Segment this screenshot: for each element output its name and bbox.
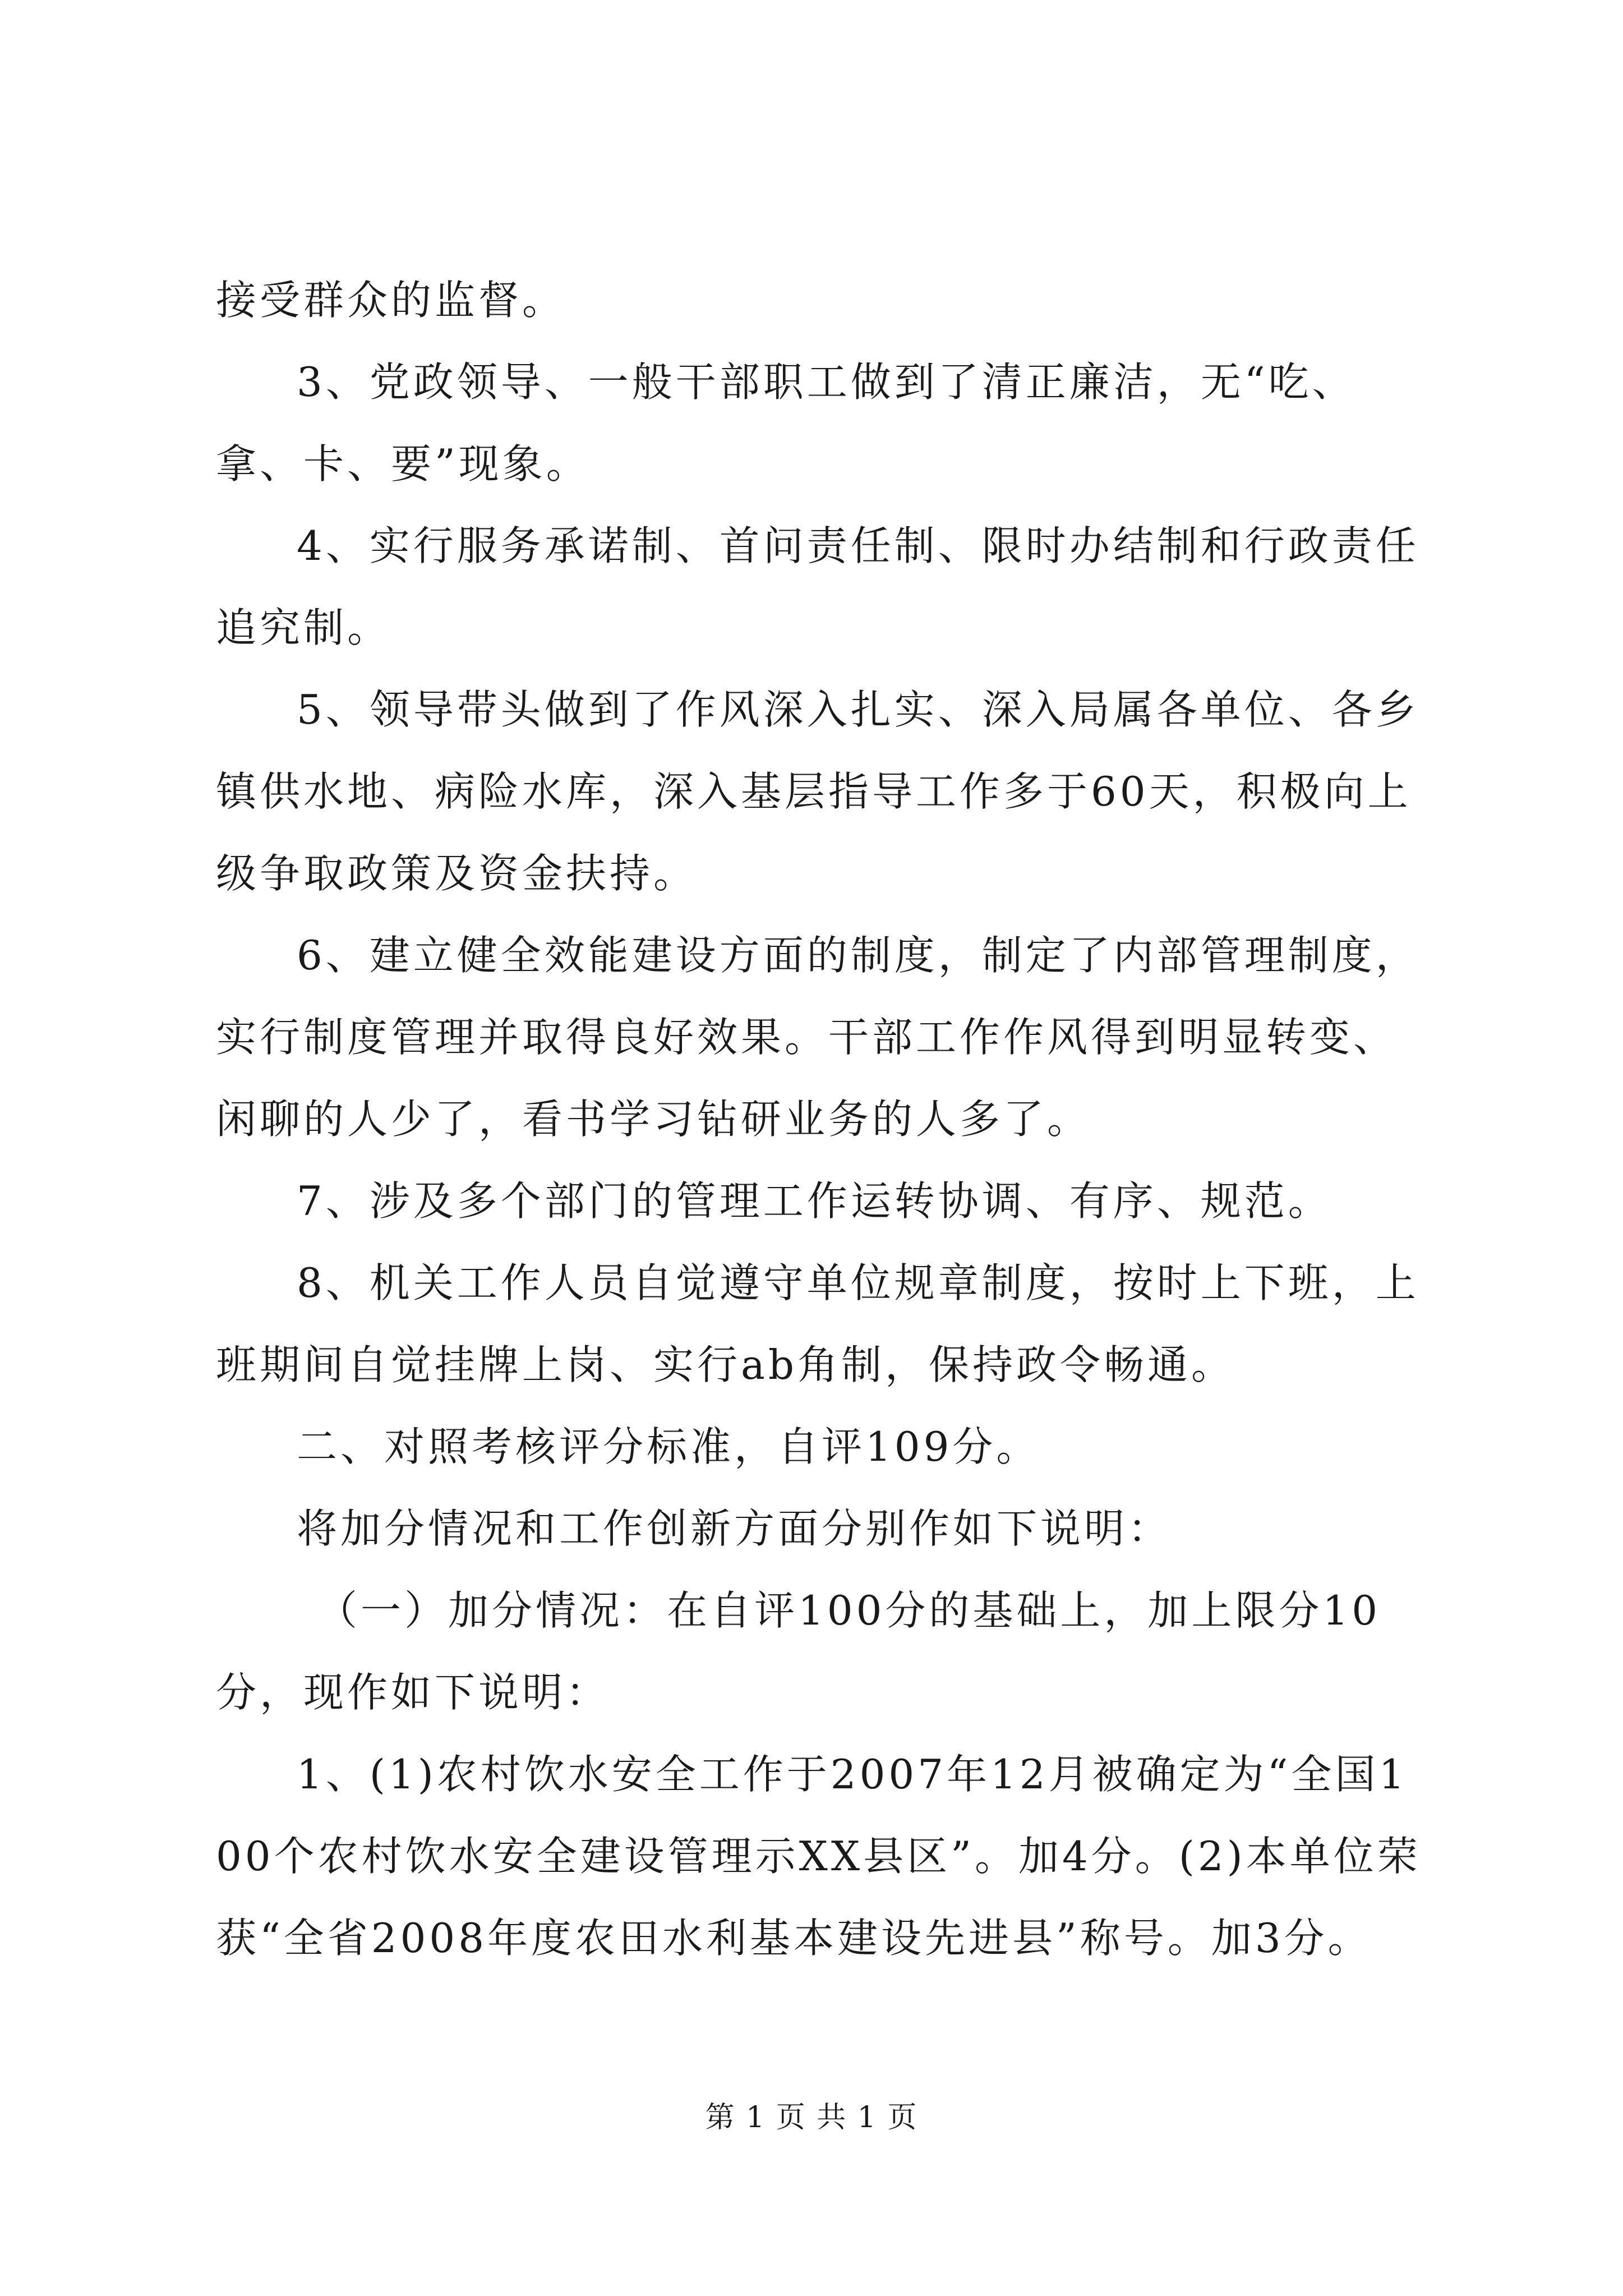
paragraph-explanation-intro: 将加分情况和工作创新方面分别作如下说明： <box>297 1505 1172 1552</box>
paragraph-continuation: 接受群众的监督。 <box>216 277 566 324</box>
subsection-bonus-points: （一）加分情况：在自评100分的基础上，加上限分10分，现作如下说明： <box>216 1587 1381 1716</box>
page-number-footer: 第 1 页 共 1 页 <box>705 2101 918 2134</box>
paragraph-item-3: 3、党政领导、一般干部职工做到了清正廉洁，无“吃、拿、卡、要”现象。 <box>216 358 1356 487</box>
document-body <box>216 259 1427 1979</box>
paragraph-item-5: 5、领导带头做到了作风深入扎实、深入局属各单位、各乡镇供水地、病险水库，深入基层指导工作多于60天，积极向上级争取政策及资金扶持。 <box>216 686 1419 897</box>
paragraph-bonus-item-1: 1、(1)农村饮水安全工作于2007年12月被确定为“全国100个农村饮水安全建设管理示XX县区”。加4分。(2)本单位荣获“全省2008年度农田水利基本建设先进县”称号。加3分。 <box>216 1751 1421 1962</box>
paragraph-item-8: 8、机关工作人员自觉遵守单位规章制度，按时上下班，上班期间自觉挂牌上岗、实行ab角制，保持政令畅通。 <box>216 1259 1419 1388</box>
paragraph-item-6: 6、建立健全效能建设方面的制度，制定了内部管理制度，实行制度管理并取得良好效果。干部工作作风得到明显转变、闲聊的人少了，看书学习钻研业务的人多了。 <box>216 932 1419 1143</box>
paragraph-item-4: 4、实行服务承诺制、首问责任制、限时办结制和行政责任追究制。 <box>216 522 1419 651</box>
paragraph-item-7: 7、涉及多个部门的管理工作运转协调、有序、规范。 <box>297 1177 1332 1225</box>
section-heading-self-score: 二、对照考核评分标准，自评109分。 <box>297 1423 1040 1470</box>
